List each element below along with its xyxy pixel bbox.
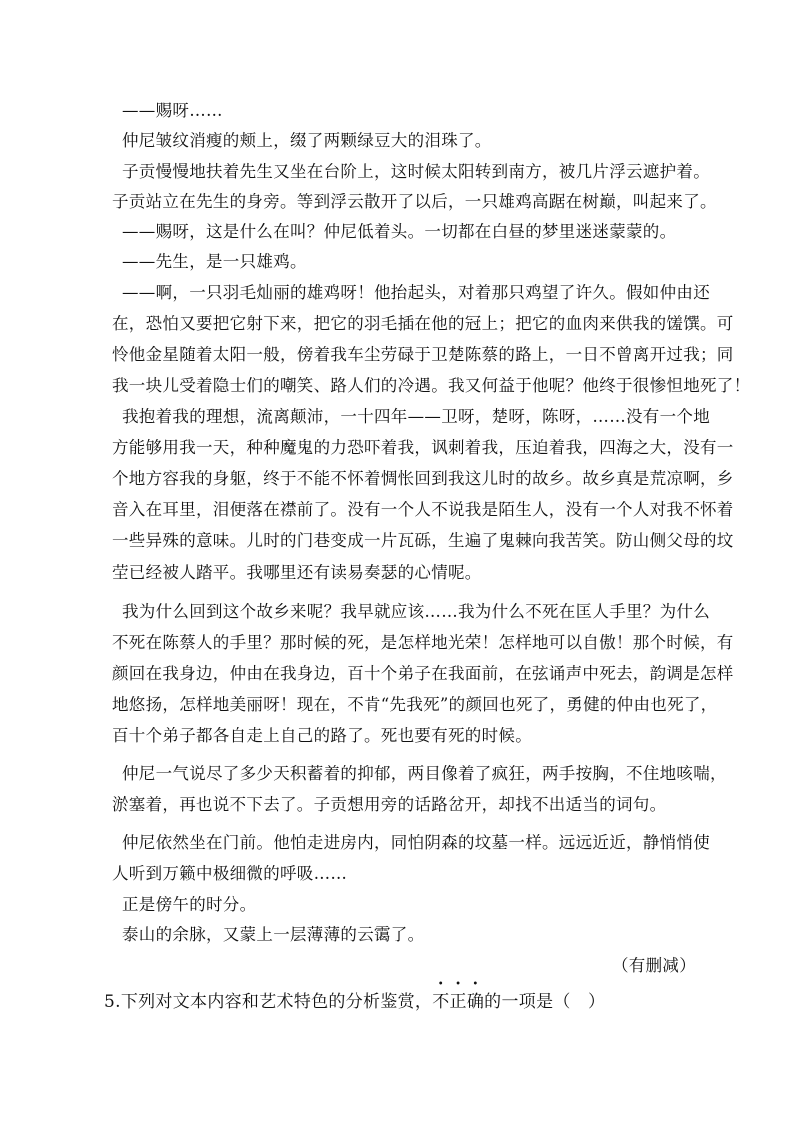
text-line: 地悠扬，怎样地美丽呀！现在，不肯“先我死”的颜回也死了，勇健的仲由也死了， <box>112 695 718 714</box>
question-text-after: 的一项是（ ） <box>484 992 606 1012</box>
text-line: 一些异殊的意味。儿时的门巷变成一片瓦砾，生遍了鬼棘向我苦笑。防山侧父母的坟 <box>112 531 734 550</box>
text-line: ——啊，一只羽毛灿丽的雄鸡呀！他抬起头，对着那只鸡望了许久。假如仲由还 <box>122 283 710 302</box>
text-line: 仲尼依然坐在门前。他怕走进房内，同怕阴森的坟墓一样。远远近近，静悄悄使 <box>122 833 710 852</box>
text-line: 子贡站立在先生的身旁。等到浮云散开了以后，一只雄鸡高踞在树巅，叫起来了。 <box>112 192 717 211</box>
text-line: 不死在陈蔡人的手里？那时候的死，是怎样地光荣！怎样地可以自傲！那个时候，有 <box>112 633 734 652</box>
text-line: 茔已经被人踏平。我哪里还有读易奏瑟的心情呢。 <box>112 563 482 582</box>
question-text-before: 下列对文本内容和艺术特色的分析鉴赏， <box>120 992 433 1012</box>
text-line: ——先生，是一只雄鸡。 <box>122 252 307 271</box>
emphasis-char: 正 <box>449 992 467 1012</box>
text-line: 在，恐怕又要把它射下来，把它的羽毛插在他的冠上；把它的血肉来供我的馐馔。可 <box>112 314 734 333</box>
emphasis-char: 不 <box>432 992 450 1012</box>
text-line: ——赐呀…… <box>122 101 223 120</box>
text-line: 正是傍午的时分。 <box>122 895 257 914</box>
text-line: 子贡慢慢地扶着先生又坐在台阶上，这时候太阳转到南方，被几片浮云遮护着。 <box>122 162 710 181</box>
text-line: 仲尼一气说尽了多少天积蓄着的抑郁，两目像着了疯狂，两手按胸，不住地咳喘， <box>122 764 727 783</box>
text-line: ——赐呀，这是什么在叫？仲尼低着头。一切都在白昼的梦里迷迷蒙蒙的。 <box>122 222 677 241</box>
text-line: 音入在耳里，泪便落在襟前了。没有一个人不说我是陌生人，没有一个人对我不怀着 <box>112 500 734 519</box>
text-line: 百十个弟子都各自走上自己的路了。死也要有死的时候。 <box>112 726 532 745</box>
text-line: 个地方容我的身躯，终于不能不怀着惆怅回到我这儿时的故乡。故乡真是荒凉啊，乡 <box>112 469 734 488</box>
question-number: 5. <box>104 992 121 1012</box>
text-line: 我为什么回到这个故乡来呢？我早就应该……我为什么不死在匡人手里？为什么 <box>122 602 710 621</box>
question-5 <box>104 992 605 1012</box>
text-line: 泰山的余脉，又蒙上一层薄薄的云霭了。 <box>122 925 425 944</box>
text-line: 仲尼皱纹消瘦的颊上，缀了两颗绿豆大的泪珠了。 <box>122 131 492 150</box>
text-line: 方能够用我一天，种种魔鬼的力恐吓着我，讽刺着我，压迫着我，四海之大，没有一 <box>112 438 734 457</box>
text-line: 颜回在我身边，仲由在我身边，百十个弟子在我面前，在弦诵声中死去，韵调是怎样 <box>112 664 734 683</box>
text-line: 我一块儿受着隐士们的嘲笑、路人们的冷遇。我又何益于他呢？他终于很惨怛地死了！ <box>112 376 751 395</box>
text-line: 人听到万籁中极细微的呼吸…… <box>112 864 348 883</box>
text-line: 我抱着我的理想，流离颠沛，一十四年——卫呀，楚呀，陈呀，……没有一个地 <box>122 407 710 426</box>
text-line: 怜他金星随着太阳一般，傍着我车尘劳碌于卫楚陈蔡的路上，一日不曾离开过我；同 <box>112 345 734 364</box>
emphasis-char: 确 <box>466 992 485 1012</box>
source-note: （有删减） <box>612 956 696 975</box>
text-line: 淤塞着，再也说不下去了。子贡想用旁的话路岔开，却找不出适当的词句。 <box>112 795 667 814</box>
